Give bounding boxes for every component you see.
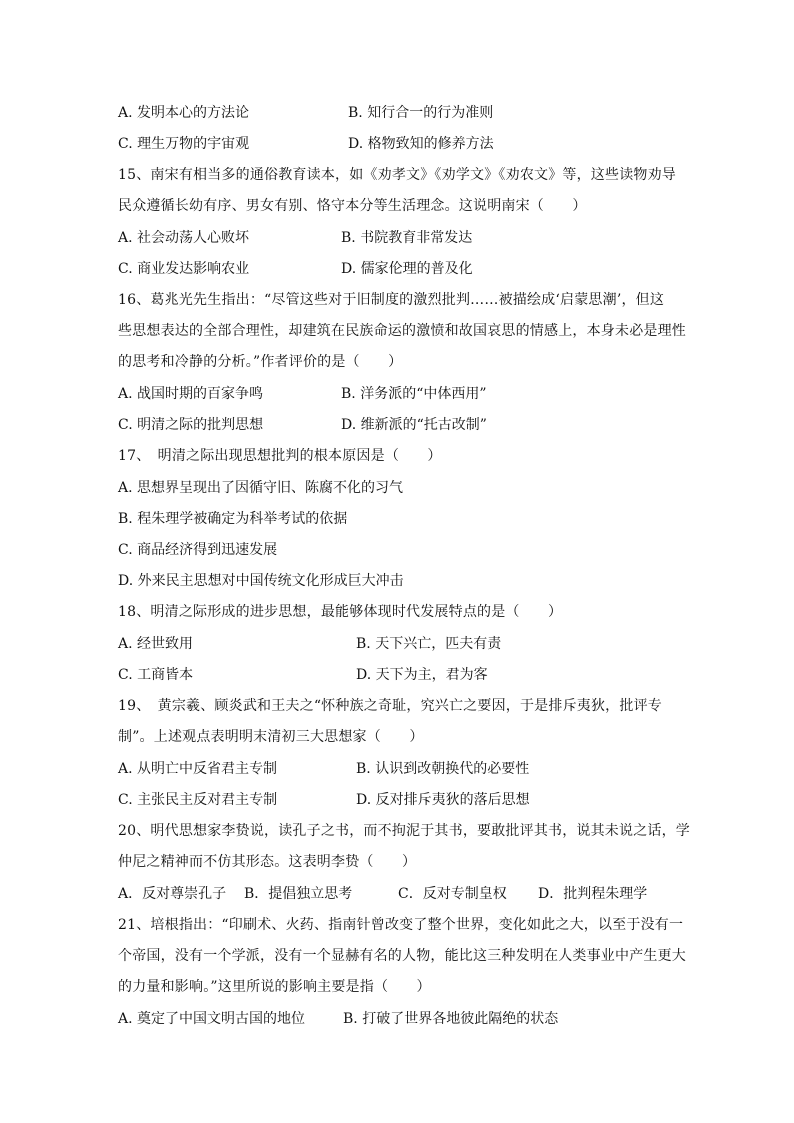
q20-stem-line-2: 仲尼之精神而不仿其形态。这表明李贽（ ） xyxy=(118,854,417,870)
q15-option-b[interactable]: B. 书院教育非常发达 xyxy=(341,230,473,246)
q17-option-b[interactable]: B. 程朱理学被确定为科举考试的依据 xyxy=(118,511,348,527)
q16-stem-line-1: 16、葛兆光先生指出：“尽管这些对于旧制度的激烈批判……被描绘成‘启蒙思潮’，但这 xyxy=(118,292,665,308)
q15-stem-line-1: 15、南宋有相当多的通俗教育读本，如《劝孝文》《劝学文》《劝农文》等，这些读物劝导 xyxy=(118,167,677,183)
q15-stem-line-2: 民众遵循长幼有序、男女有别、恪守本分等生活理念。这说明南宋（ ） xyxy=(118,198,587,214)
q16-option-d[interactable]: D. 维新派的“托古改制” xyxy=(341,417,487,433)
q18-option-b[interactable]: B. 天下兴亡，匹夫有责 xyxy=(356,636,502,652)
q20-option-d[interactable]: D．批判程朱理学 xyxy=(538,886,648,902)
q21-stem-line-3: 的力量和影响。”这里所说的影响主要是指（ ） xyxy=(118,979,431,995)
q16-option-b[interactable]: B. 洋务派的“中体西用” xyxy=(341,386,487,402)
q20-option-c[interactable]: C．反对专制皇权 xyxy=(398,886,507,902)
q14-option-c[interactable]: C. 理生万物的宇宙观 xyxy=(118,136,250,152)
q19-option-c[interactable]: C. 主张民主反对君主专制 xyxy=(118,792,278,808)
q18-option-a[interactable]: A. 经世致用 xyxy=(118,636,194,652)
q18-option-c[interactable]: C. 工商皆本 xyxy=(118,667,194,683)
q19-stem-line-1: 19、 黄宗羲、顾炎武和王夫之“怀种族之奇耻，究兴亡之要因，于是排斥夷狄，批评专 xyxy=(118,698,662,714)
q16-stem-line-3: 的思考和冷静的分析。”作者评价的是（ ） xyxy=(118,354,403,370)
q14-option-b[interactable]: B. 知行合一的行为准则 xyxy=(348,105,494,121)
q18-option-d[interactable]: D. 天下为主，君为客 xyxy=(356,667,488,683)
q19-stem-line-2: 制”。上述观点表明明末清初三大思想家（ ） xyxy=(118,729,424,745)
q14-option-a[interactable]: A. 发明本心的方法论 xyxy=(118,105,250,121)
q16-stem-line-2: 些思想表达的全部合理性，却建筑在民族命运的激愤和故国哀思的情感上，本身未必是理性 xyxy=(118,323,686,339)
q20-stem-line-1: 20、明代思想家李贽说，读孔子之书，而不拘泥于其书，要敢批评其书，说其未说之话，学 xyxy=(118,823,691,839)
q17-option-c[interactable]: C. 商品经济得到迅速发展 xyxy=(118,542,278,558)
q19-option-a[interactable]: A. 从明亡中反省君主专制 xyxy=(118,761,278,777)
q15-option-a[interactable]: A. 社会动荡人心败坏 xyxy=(118,230,250,246)
q18-stem-line-1: 18、明清之际形成的进步思想，最能够体现时代发展特点的是（ ） xyxy=(118,604,563,620)
q14-option-d[interactable]: D. 格物致知的修养方法 xyxy=(348,136,494,152)
q21-stem-line-1: 21、培根指出：“印刷术、火药、指南针曾改变了整个世界，变化如此之大，以至于没有一 xyxy=(118,917,684,933)
q16-option-a[interactable]: A. 战国时期的百家争鸣 xyxy=(118,386,264,402)
q17-option-a[interactable]: A. 思想界呈现出了因循守旧、陈腐不化的习气 xyxy=(118,480,404,496)
q20-option-a[interactable]: A．反对尊崇孔子 xyxy=(118,886,227,902)
q17-option-d[interactable]: D. 外来民主思想对中国传统文化形成巨大冲击 xyxy=(118,573,404,589)
q17-stem-line-1: 17、 明清之际出现思想批判的根本原因是（ ） xyxy=(118,448,442,464)
q21-stem-line-2: 个帝国，没有一个学派，没有一个显赫有名的人物，能比这三种发明在人类事业中产生更大 xyxy=(118,948,686,964)
q20-option-b[interactable]: B．提倡独立思考 xyxy=(244,886,353,902)
q21-option-b[interactable]: B. 打破了世界各地彼此隔绝的状态 xyxy=(343,1011,559,1027)
q19-option-b[interactable]: B. 认识到改朝换代的必要性 xyxy=(356,761,530,777)
q21-option-a[interactable]: A. 奠定了中国文明古国的地位 xyxy=(118,1011,306,1027)
q15-option-d[interactable]: D. 儒家伦理的普及化 xyxy=(341,261,473,277)
q19-option-d[interactable]: D. 反对排斥夷狄的落后思想 xyxy=(356,792,530,808)
q16-option-c[interactable]: C. 明清之际的批判思想 xyxy=(118,417,264,433)
q15-option-c[interactable]: C. 商业发达影响农业 xyxy=(118,261,250,277)
